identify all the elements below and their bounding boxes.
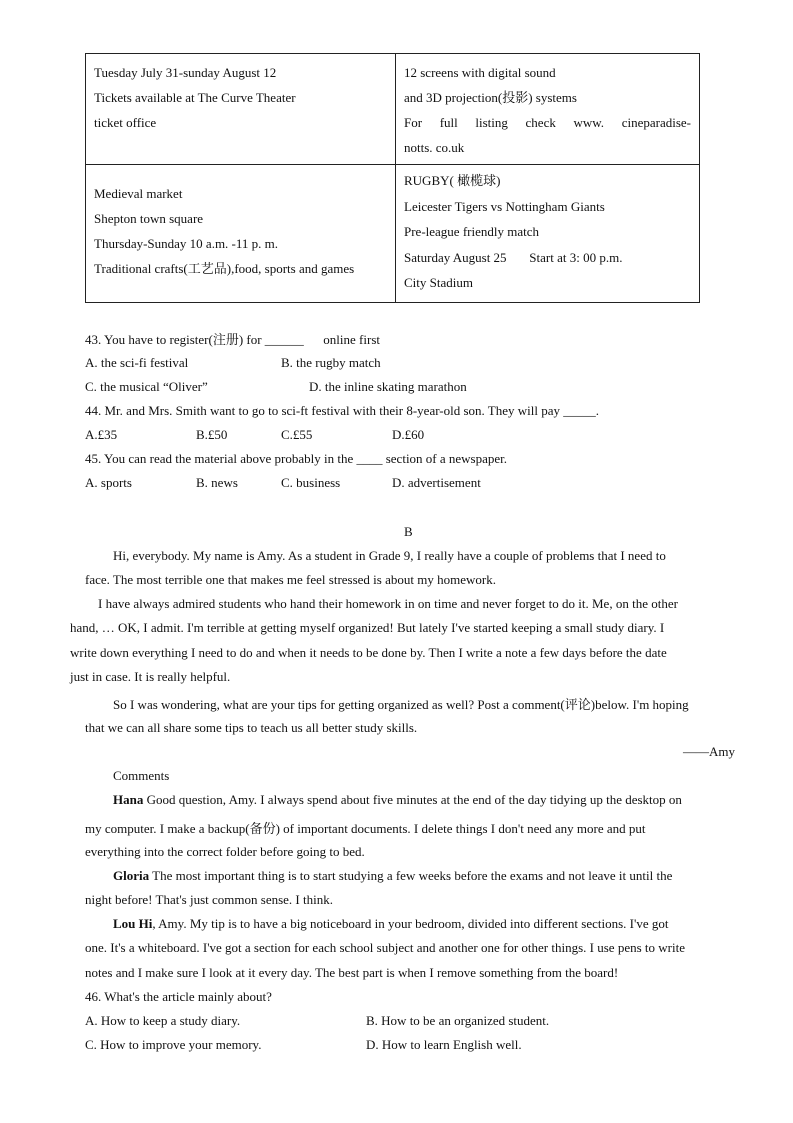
table-line: Pre-league friendly match (404, 224, 539, 239)
table-cell-market (86, 165, 396, 302)
comments-label: Comments (113, 768, 170, 783)
table-cell-rugby (396, 165, 699, 302)
passage-line: hand, … OK, I admit. I'm terrible at getting myself organized! But lately I've started keeping a small study diary. I (70, 620, 665, 635)
question-43-option-a: A. the sci-fi festival (85, 355, 189, 370)
section-heading: B (404, 524, 413, 539)
passage-line: Hi, everybody. My name is Amy. As a student in Grade 9, I really have a couple of problems that I need to (113, 548, 666, 563)
passage-line: write down everything I need to do and when it needs to be done by. Then I write a note a few days before the date (70, 645, 667, 660)
passage-line: notes and I make sure I look at it every day. The best part is when I remove something from the board! (85, 965, 619, 980)
comment-text: , Amy. My tip is to have a big noticeboard in your bedroom, divided into different sections. I've got (152, 916, 669, 931)
question-46-stem: 46. What's the article mainly about? (85, 989, 272, 1004)
table-cell-cinema (396, 54, 699, 165)
passage-line: just in case. It is really helpful. (70, 669, 231, 684)
question-46-option-c: C. How to improve your memory. (85, 1037, 262, 1052)
comment-text: Good question, Amy. I always spend about five minutes at the end of the day tidying up the desktop on (143, 792, 682, 807)
table-line: Tuesday July 31-sunday August 12 (94, 65, 277, 80)
signature: ——Amy (683, 744, 735, 759)
passage-line: I have always admired students who hand their homework in on time and never forget to do it. Me, on the other (98, 596, 678, 611)
question-46-option-a: A. How to keep a study diary. (85, 1013, 241, 1028)
table-line: RUGBY( 橄榄球) (404, 173, 501, 188)
passage-line: one. It's a whiteboard. I've got a section for each school subject and another one for other things. I use pens to write (85, 940, 685, 955)
passage-line: face. The most terrible one that makes me feel stressed is about my homework. (85, 572, 496, 587)
comment-gloria (113, 868, 672, 884)
passage-line: night before! That's just common sense. I think. (85, 892, 333, 907)
question-43-stem: 43. You have to register(注册) for ______ online first (85, 332, 380, 347)
table-line: ticket office (94, 115, 157, 130)
question-44-option-d: D.£60 (392, 427, 425, 442)
commenter-name: Lou Hi (113, 916, 153, 931)
question-44-option-c: C.£55 (281, 427, 313, 442)
question-43-option-b: B. the rugby match (281, 355, 381, 370)
comment-text: The most important thing is to start studying a few weeks before the exams and not leave it until the (149, 868, 673, 883)
table-line: Shepton town square (94, 211, 204, 226)
question-44-option-a: A.£35 (85, 427, 118, 442)
passage-line: my computer. I make a backup(备份) of important documents. I delete things I don't need any more and put (85, 821, 646, 836)
comment-hana (113, 792, 682, 808)
table-line: and 3D projection(投影) systems (404, 90, 577, 105)
passage-line: everything into the correct folder before going to bed. (85, 844, 365, 859)
table-line: Medieval market (94, 186, 183, 201)
question-44-option-b: B.£50 (196, 427, 228, 442)
passage-line: that we can all share some tips to teach us all better study skills. (85, 720, 418, 735)
info-table (85, 53, 700, 303)
table-line: Thursday-Sunday 10 a.m. -11 p. m. (94, 236, 279, 251)
comment-lou (113, 916, 668, 932)
table-line: Traditional crafts(工艺品),food, sports and games (94, 261, 355, 276)
table-line: For full listing check www. cineparadise- (404, 115, 691, 130)
commenter-name: Gloria (113, 868, 150, 883)
question-45-option-a: A. sports (85, 475, 132, 490)
question-45-option-b: B. news (196, 475, 238, 490)
question-43-option-c: C. the musical “Oliver” (85, 379, 208, 394)
commenter-name: Hana (113, 792, 144, 807)
passage-line: So I was wondering, what are your tips for getting organized as well? Post a comment(评论)below. I'm hoping (113, 697, 689, 712)
table-line: 12 screens with digital sound (404, 65, 556, 80)
question-45-option-d: D. advertisement (392, 475, 481, 490)
question-45-stem: 45. You can read the material above probably in the ____ section of a newspaper. (85, 451, 508, 466)
table-cell-theater (86, 54, 396, 165)
table-line: Tickets available at The Curve Theater (94, 90, 296, 105)
question-46-option-b: B. How to be an organized student. (366, 1013, 550, 1028)
table-line: notts. co.uk (404, 140, 465, 155)
table-line: Saturday August 25 Start at 3: 00 p.m. (404, 249, 623, 265)
question-43-option-d: D. the inline skating marathon (309, 379, 467, 394)
question-46-option-d: D. How to learn English well. (366, 1037, 522, 1052)
question-45-option-c: C. business (281, 475, 341, 490)
table-line: City Stadium (404, 275, 473, 290)
table-line: Leicester Tigers vs Nottingham Giants (404, 198, 605, 214)
question-44-stem: 44. Mr. and Mrs. Smith want to go to sci-ft festival with their 8-year-old son. They will pay _____. (85, 403, 600, 418)
